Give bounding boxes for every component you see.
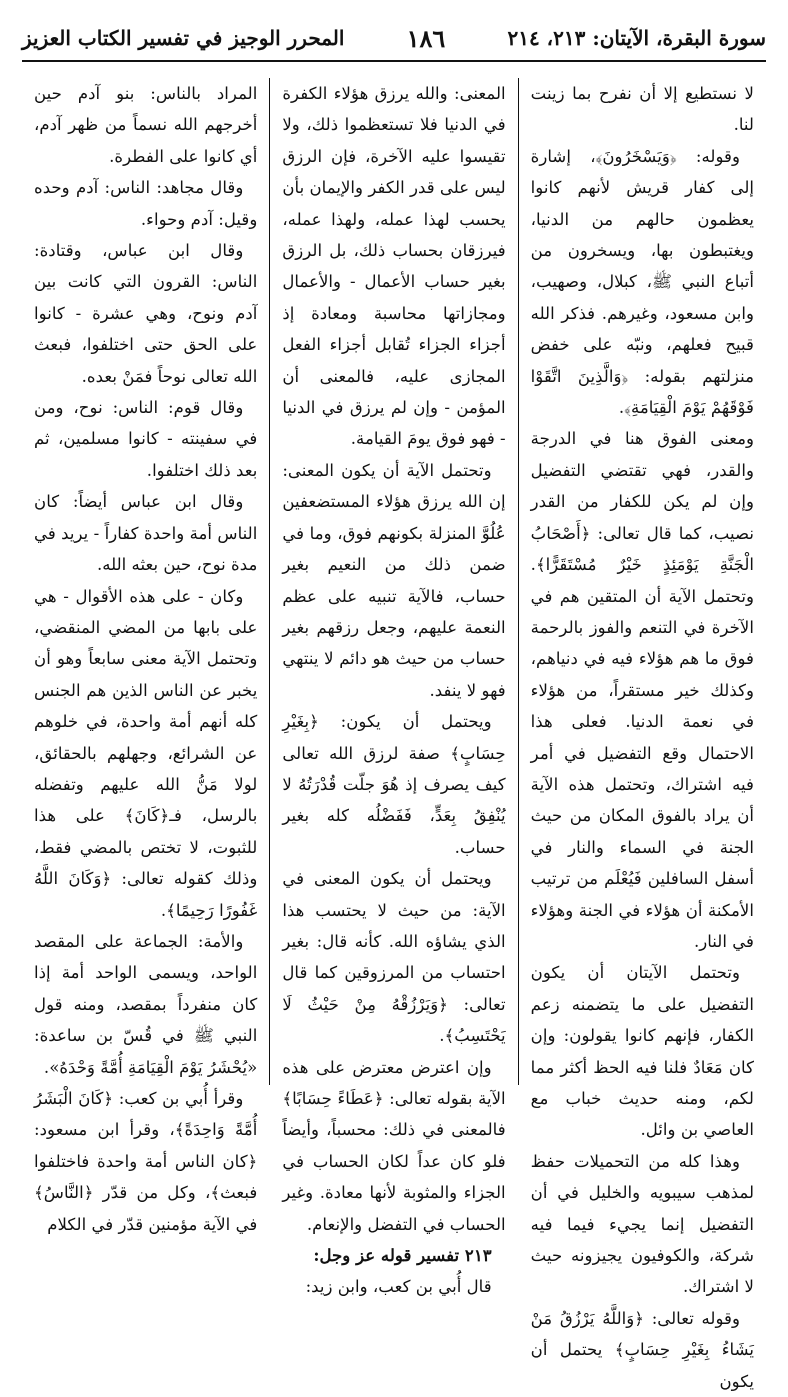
section-heading: ٢١٣ تفسير قوله عز وجل: [313, 1245, 492, 1266]
paragraph: المعنى: والله يرزق هؤلاء الكفرة في الدنيا فلا تستعظموا ذلك، ولا تقيسوا عليه الآخرة، فإن الرزق ليس على قدر الكفر والإيمان بأن يحسب لهذا عمله، ولهذا عمله، فيرزقان بحساب ذلك، بل الرزق بغير حساب الأعمال - والأعمال ومجازاتها محاسبة ومعادة إذ أجزاء الجزاء تُقابل أجزاء الفعل المجازى عليه، فالمعنى أن المؤمن - وإن لم يرزق في الدنيا - فهو فوق يومَ القيامة. [282, 84, 506, 449]
paragraph: ويحتمل أن يكون المعنى في الآية: من حيث لا يحتسب هذا الذي يشاؤه الله. كأنه قال: بغير احتساب من المرزوقين كما قال تعالى: ﴿وَيَرْزُقْهُ مِنْ حَيْثُ لَا يَحْتَسِبُ﴾. [282, 869, 506, 1046]
book-title: المحرر الوجيز في تفسير الكتاب العزيز [22, 26, 345, 50]
paragraph: قال أُبي بن كعب، وابن زيد: [305, 1277, 492, 1297]
paragraph: وتحتمل الآيتان أن يكون التفضيل على ما يتضمنه زعم الكفار، فإنهم كانوا يقولون: وإن كان مَعَادٌ فلنا فيه الحظ أكثر مما لكم، ومنه حديث خباب مع العاصي بن وائل. [530, 963, 754, 1140]
paragraph: وكان - على هذه الأقوال - هي على بابها من المضي المنقضي، وتحتمل الآية معنى سابعاً وهو أن يخبر عن الناس الذين هم الجنس كله أنهم أمة واحدة، في خلوهم عن الشرائع، وجهلهم بالحقائق، لولا مَنُّ الله عليهم وتفضله بالرسل، فـ﴿كَانَ﴾ على هذا للثبوت، لا تختص بالمضي فقط، وذلك كقوله تعالى: ﴿وَكَانَ اللَّهُ غَفُورًا رَحِيمًا﴾. [34, 586, 258, 920]
paragraph: وقال ابن عباس أيضاً: كان الناس أمة واحدة كفاراً - يريد في مدة نوح، حين بعثه الله. [34, 492, 258, 575]
page-number: ١٨٦ [406, 23, 446, 53]
paragraph: ومعنى الفوق هنا في الدرجة والقدر، فهي تقتضي التفضيل وإن لم يكن للكفار من القدر نصيب، كما قال تعالى: ﴿أَصْحَابُ الْجَنَّةِ يَوْمَئِذٍ خَيْرٌ مُسْتَقَرًّا﴾. وتحتمل الآية أن المتقين هم في الآخرة في التنعم والفوز بالرحمة فوق ما هم هؤلاء فيه في دنياهم، وكذلك خير مستقراً، من هؤلاء في نعمة الدنيا. فعلى هذا الاحتمال وقع التفضيل في أمر فيه اشتراك، وتحتمل هذه الآية أن يراد بالفوق المكان من حيث الجنة في السماء والنار في أسفل السافلين فَيُعْلَم من ترتيب الأمكنة أن هؤلاء في الجنة وهؤلاء في النار. [530, 429, 754, 951]
paragraph: وقرأ أُبي بن كعب: ﴿كَانَ الْبَشَرُ أُمَّةً وَاحِدَةً﴾، وقرأ ابن مسعود: ﴿كان الناس أمة واحدة فاختلفوا فبعث﴾، وكل من قدّر ﴿النَّاسُ﴾ في الآية مؤمنين قدّر في الكلام [34, 1089, 258, 1234]
paragraph: وتحتمل الآية أن يكون المعنى: إن الله يرزق هؤلاء المستضعفين عُلُوَّ المنزلة بكونهم فوق، وما في ضمن ذلك من النعيم بغير حساب، فالآية تنبيه على عظم النعمة عليهم، وجعل رزقهم بغير حساب من حيث هو دائم لا ينتهي فهو لا ينفد. [282, 460, 506, 700]
column-right [519, 78, 766, 1391]
paragraph: والأمة: الجماعة على المقصد الواحد، ويسمى الواحد أمة إذا كان منفرداً بمقصد، ومنه قول النبي ﷺ في قُسّ بن ساعدة: «يُحْشَرُ يَوْمَ الْقِيَامَةِ أُمَّةً وَحْدَهُ». [34, 931, 258, 1077]
paragraph: وإن اعترض معترض على هذه الآية بقوله تعالى: ﴿عَطَاءً حِسَابًا﴾ فالمعنى في ذلك: محسباً، وأيضاً فلو كان عداً لكان الحساب في الجزاء والمثوبة لأنها معادة. وغير الحساب في التفضل والإنعام. [282, 1057, 506, 1234]
paragraph: وقوله تعالى: ﴿وَاللَّهُ يَرْزُقُ مَنْ يَشَاءُ بِغَيْرِ حِسَابٍ﴾ يحتمل أن يكون [530, 1308, 754, 1391]
paragraph: وهذا كله من التحميلات حفظ لمذهب سيبويه والخليل في أن التفضيل إنما يجيء فيما فيه شركة، والكوفيون يجيزونه حيث لا اشتراك. [530, 1151, 754, 1297]
page-header [22, 18, 766, 58]
column-divider [518, 78, 519, 1085]
paragraph: لا نستطيع إلا أن نفرح بما زينت لنا. [530, 84, 754, 135]
paragraph: وقوله: ﴿وَيَسْخَرُونَ﴾، إشارة إلى كفار قريش لأنهم كانوا يعظمون حالهم من الدنيا، ويغتبطون بها، ويسخرون من أتباع النبي ﷺ، كبلال، وصهيب، وابن مسعود، وغيرهم. فذكر الله قبيح فعلهم، ونبّه على خفض منزلتهم بقوله: ﴿وَالَّذِينَ اتَّقَوْا فَوْقَهُمْ يَوْمَ الْقِيَامَةِ﴾. [530, 146, 754, 418]
header-rule [22, 60, 766, 62]
paragraph: المراد بالناس: بنو آدم حين أخرجهم الله نسماً من ظهر آدم، أي كانوا على الفطرة. [34, 84, 258, 166]
paragraph: ويحتمل أن يكون: ﴿بِغَيْرِ حِسَابٍ﴾ صفة لرزق الله تعالى كيف يصرف إذ هُوَ جلّت قُدْرَتُهُ لا يُنْفِقُ بِعَدٍّ، فَفَضْلُه كله بغير حساب. [282, 712, 506, 857]
paragraph: وقال قوم: الناس: نوح، ومن في سفينته - كانوا مسلمين، ثم بعد ذلك اختلفوا. [34, 398, 258, 480]
paragraph: وقال ابن عباس، وقتادة: الناس: القرون التي كانت بين آدم ونوح، وهي عشرة - كانوا على الحق حتى اختلفوا، فبعث الله تعالى نوحاً فمَنْ بعده. [34, 241, 258, 386]
column-left [22, 78, 269, 1234]
paragraph: وقال مجاهد: الناس: آدم وحده وقيل: آدم وحواء. [34, 178, 258, 229]
column-divider [269, 78, 270, 1085]
column-middle [270, 78, 517, 1297]
surah-reference: سورة البقرة، الآيتان: ٢١٣، ٢١٤ [507, 26, 766, 50]
text-columns [22, 78, 766, 1391]
